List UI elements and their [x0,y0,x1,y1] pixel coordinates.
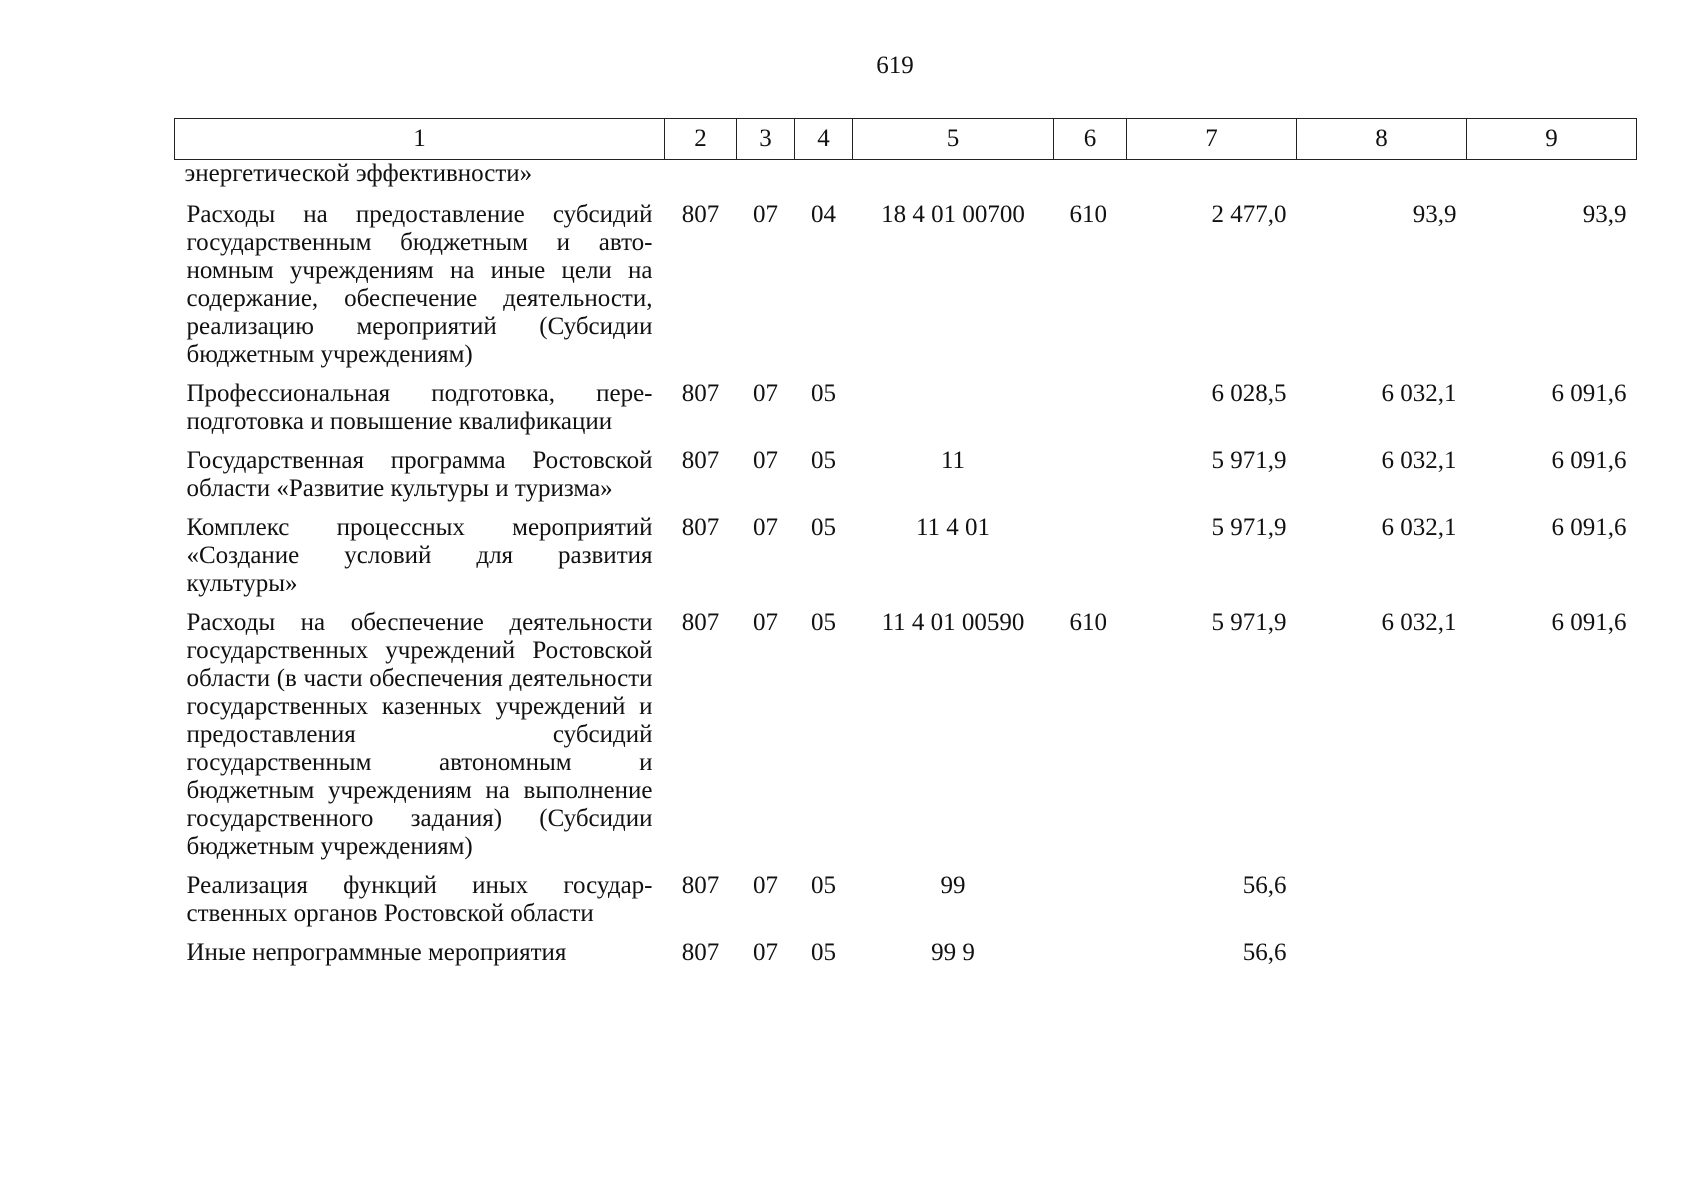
row-cell-5: 11 [940,447,966,474]
row-cell-3: 07 [753,609,778,636]
row-cell-7: 2 477,0 [1211,201,1287,228]
row-cell-3: 07 [753,447,778,474]
row-cell-9: 6 091,6 [1551,609,1627,636]
row-cell-2: 807 [681,609,720,636]
row-cell-2 [665,160,737,202]
row-cell-4 [795,160,853,202]
row-cell-6: 610 [1069,609,1107,636]
row-cell-5: 11 4 01 00590 [881,609,1025,636]
table-row [175,514,1637,609]
header-cell-3: 3 [737,119,795,160]
header-cell-8: 8 [1297,119,1467,160]
row-name-cell: Государственная программа Ростовской области «Развитие культуры и туризма» [186,447,653,502]
row-cell-6 [1054,872,1127,939]
row-cell-5 [853,380,1054,447]
row-cell-8: 6 032,1 [1381,514,1457,541]
row-name-cell: Профессиональная подготовка, переподготовка и повышение квалификации [186,380,653,435]
row-cell-5 [853,160,1054,202]
header-cell-9: 9 [1467,119,1637,160]
row-cell-5: 11 4 01 [915,514,991,541]
table-row [175,380,1637,447]
row-name-cell: Расходы на предоставление субсидий государственным бюджетным и автономным учреждениям на иные цели на содержание, обеспечение деятельности, реализацию мероприятий (Субсидии бюджетным учреждениям) [186,201,653,368]
header-cell-4: 4 [795,119,853,160]
row-cell-7: 56,6 [1242,872,1287,899]
row-cell-3: 07 [753,939,778,966]
row-cell-9: 6 091,6 [1551,447,1627,474]
row-cell-4: 05 [811,609,836,636]
row-cell-4: 05 [811,872,836,899]
row-cell-6 [1054,514,1127,609]
row-cell-9 [1467,160,1637,202]
row-cell-2: 807 [681,447,720,474]
row-cell-5: 99 [940,872,966,899]
page-number: 619 [876,52,914,79]
table-row [175,609,1637,872]
row-cell-9: 93,9 [1582,201,1627,228]
row-cell-9: 6 091,6 [1551,514,1627,541]
table-row [175,201,1637,380]
row-cell-9 [1467,939,1637,978]
row-cell-8: 6 032,1 [1381,447,1457,474]
row-cell-3: 07 [753,514,778,541]
row-cell-2: 807 [681,872,720,899]
row-cell-8 [1297,939,1467,978]
header-cell-1: 1 [175,119,665,160]
row-cell-3: 07 [753,872,778,899]
row-cell-7: 5 971,9 [1211,609,1287,636]
row-cell-6 [1054,939,1127,978]
row-cell-9: 6 091,6 [1551,380,1627,407]
row-cell-3 [737,160,795,202]
row-name-cell: энергетической эффективности» [184,160,533,187]
row-cell-6 [1054,160,1127,202]
row-cell-7: 6 028,5 [1211,380,1287,407]
table-row [175,939,1637,978]
row-cell-4: 05 [811,514,836,541]
row-cell-6: 610 [1069,201,1107,228]
row-cell-7: 56,6 [1242,939,1287,966]
row-cell-3: 07 [753,201,778,228]
row-cell-4: 05 [811,447,836,474]
header-cell-7: 7 [1127,119,1297,160]
row-cell-2: 807 [681,939,720,966]
row-cell-8: 93,9 [1412,201,1457,228]
row-cell-4: 05 [811,939,836,966]
row-cell-6 [1054,447,1127,514]
table-row [175,447,1637,514]
table-header-row [175,119,1637,160]
header-cell-2: 2 [665,119,737,160]
row-cell-5: 18 4 01 00700 [881,201,1025,228]
table-row [175,160,1637,202]
row-cell-5: 99 9 [931,939,975,966]
row-cell-2: 807 [681,514,720,541]
table-row [175,872,1637,939]
header-cell-6: 6 [1054,119,1127,160]
row-name-cell: Иные непрограммные мероприятия [186,939,567,966]
row-name-cell: Реализация функций иных государственных органов Ростовской области [186,872,653,927]
row-cell-2: 807 [681,201,720,228]
header-cell-5: 5 [853,119,1054,160]
row-cell-9 [1467,872,1637,939]
row-name-cell: Расходы на обеспечение деятельности государственных учреждений Ростовской области (в части обеспечения деятельности государственных казенных учреждений и предоставления субсидий государственным автономным и бюджетным учреждениям на выполнение государственного задания) (Субсидии бюджетным учреждениям) [186,609,653,860]
row-cell-4: 05 [811,380,836,407]
row-cell-3: 07 [753,380,778,407]
row-cell-6 [1054,380,1127,447]
row-cell-8: 6 032,1 [1381,609,1457,636]
row-cell-8 [1297,160,1467,202]
row-cell-8: 6 032,1 [1381,380,1457,407]
budget-table [174,118,1637,978]
row-cell-2: 807 [681,380,720,407]
row-cell-7: 5 971,9 [1211,447,1287,474]
row-cell-4: 04 [811,201,836,228]
row-cell-7 [1127,160,1297,202]
row-cell-8 [1297,872,1467,939]
row-name-cell: Комплекс процессных мероприятий «Создание условий для развития культуры» [186,514,653,597]
row-cell-7: 5 971,9 [1211,514,1287,541]
